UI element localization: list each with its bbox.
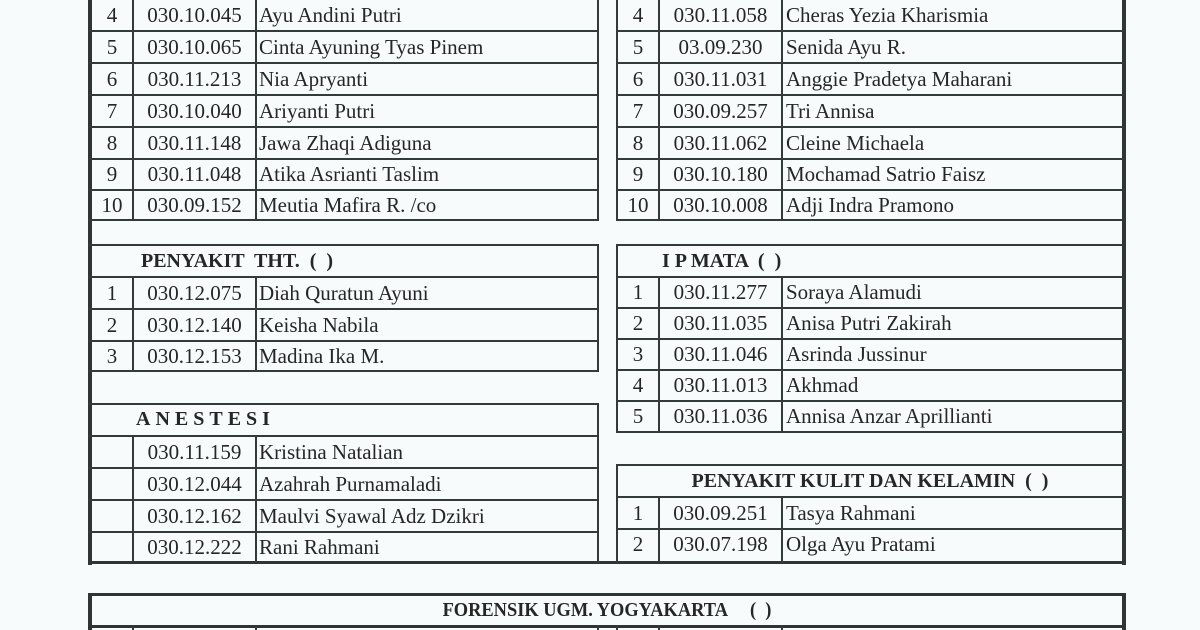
row-number: 4 — [632, 373, 644, 397]
section-title-anestesi: ANESTESI — [136, 408, 275, 430]
student-name: Keisha Nabila — [259, 313, 379, 337]
student-id: 030.11.036 — [673, 404, 768, 428]
student-id: 030.09.257 — [673, 99, 768, 123]
col-divider — [255, 625, 257, 630]
student-name: Ariyanti Putri — [259, 99, 376, 123]
col-divider — [616, 625, 618, 630]
student-id: 030.10.045 — [147, 3, 242, 27]
student-name: Soraya Alamudi — [786, 280, 922, 304]
student-id: 030.11.046 — [673, 342, 768, 366]
student-name: Nia Apryanti — [259, 67, 369, 91]
row-number: 6 — [106, 67, 118, 91]
row-number: 3 — [632, 342, 644, 366]
student-id: 030.10.008 — [673, 193, 768, 217]
student-id: 030.11.062 — [673, 131, 768, 155]
student-name: Jawa Zhaqi Adiguna — [259, 131, 432, 155]
col-divider — [132, 625, 134, 630]
row-number: 1 — [632, 501, 644, 525]
row-number — [92, 468, 132, 500]
col-divider — [255, 276, 257, 372]
student-name: Akhmad — [786, 373, 859, 397]
col-divider — [781, 0, 783, 221]
row-number: 3 — [106, 344, 118, 368]
student-name: Maulvi Syawal Adz Dzikri — [259, 504, 485, 528]
section-title-forensik: FORENSIK UGM. YOGYAKARTA ( ) — [442, 599, 772, 621]
student-id: 030.11.148 — [147, 131, 242, 155]
student-name: Kristina Natalian — [259, 440, 404, 464]
student-id: 030.10.040 — [147, 99, 242, 123]
row-number: 2 — [632, 532, 644, 556]
student-id: 030.12.044 — [147, 472, 242, 496]
student-id: 030.10.180 — [673, 162, 768, 186]
student-name: Mochamad Satrio Faisz — [786, 162, 986, 186]
col-divider — [781, 625, 783, 630]
student-name: Ayu Andini Putri — [259, 3, 402, 27]
student-id: 030.12.075 — [147, 281, 242, 305]
student-name: Tasya Rahmani — [786, 501, 916, 525]
row-number: 10 — [627, 193, 649, 217]
student-id: 030.11.277 — [673, 280, 768, 304]
student-id: 030.12.140 — [147, 313, 242, 337]
row-number: 5 — [632, 35, 644, 59]
col-divider — [597, 0, 599, 221]
row-number: 1 — [106, 281, 118, 305]
student-id: 030.09.251 — [673, 501, 768, 525]
row-divider — [88, 625, 1126, 628]
student-name: Atika Asrianti Taslim — [259, 162, 440, 186]
row-number: 2 — [106, 313, 118, 337]
row-number: 10 — [101, 193, 123, 217]
col-divider — [781, 276, 783, 433]
student-name: Cleine Michaela — [786, 131, 925, 155]
student-name: Adji Indra Pramono — [786, 193, 954, 217]
student-id: 030.09.152 — [147, 193, 242, 217]
row-number: 8 — [632, 131, 644, 155]
student-id: 030.12.153 — [147, 344, 242, 368]
student-id: 030.11.013 — [673, 373, 768, 397]
student-name: Anisa Putri Zakirah — [786, 311, 952, 335]
row-number: 5 — [632, 404, 644, 428]
row-number — [92, 500, 132, 532]
section-title-kulit-kelamin: PENYAKIT KULIT DAN KELAMIN ( ) — [691, 470, 1049, 492]
section-title-ip-mata: I P MATA ( ) — [662, 250, 782, 272]
student-id: 030.11.035 — [673, 311, 768, 335]
student-name: Diah Quratun Ayuni — [259, 281, 429, 305]
student-name: Tri Annisa — [786, 99, 875, 123]
student-id: 030.11.031 — [673, 67, 768, 91]
student-id: 030.07.198 — [673, 532, 768, 556]
col-divider — [597, 403, 599, 563]
student-name: Cheras Yezia Kharismia — [786, 3, 989, 27]
student-id: 030.10.065 — [147, 35, 242, 59]
student-id: 030.11.058 — [673, 3, 768, 27]
row-number: 1 — [632, 280, 644, 304]
student-id: 030.11.159 — [147, 440, 242, 464]
student-name: Madina Ika M. — [259, 344, 385, 368]
row-number: 6 — [632, 67, 644, 91]
row-number: 7 — [106, 99, 118, 123]
row-number: 9 — [632, 162, 644, 186]
student-name: Cinta Ayuning Tyas Pinem — [259, 35, 484, 59]
student-name: Olga Ayu Pratami — [786, 532, 936, 556]
student-name: Azahrah Purnamaladi — [259, 472, 442, 496]
student-id: 03.09.230 — [678, 35, 763, 59]
student-name: Senida Ayu R. — [786, 35, 906, 59]
row-number: 7 — [632, 99, 644, 123]
col-divider — [597, 625, 599, 630]
col-divider — [255, 0, 257, 221]
student-id: 030.12.222 — [147, 535, 242, 559]
student-name: Annisa Anzar Aprillianti — [786, 404, 993, 428]
student-name: Rani Rahmani — [259, 535, 380, 559]
student-id: 030.11.213 — [147, 67, 242, 91]
row-number: 5 — [106, 35, 118, 59]
row-number: 4 — [106, 3, 118, 27]
student-name: Meutia Mafira R. /co — [259, 193, 437, 217]
col-divider — [658, 625, 660, 630]
row-number: 8 — [106, 131, 118, 155]
row-number: 2 — [632, 311, 644, 335]
student-name: Anggie Pradetya Maharani — [786, 67, 1013, 91]
row-number — [92, 531, 132, 563]
student-name: Asrinda Jussinur — [786, 342, 927, 366]
row-number: 9 — [106, 162, 118, 186]
row-number: 4 — [632, 3, 644, 27]
student-id: 030.12.162 — [147, 504, 242, 528]
row-number — [92, 436, 132, 468]
section-title-tht: PENYAKIT THT. ( ) — [141, 250, 334, 272]
student-id: 030.11.048 — [147, 162, 242, 186]
